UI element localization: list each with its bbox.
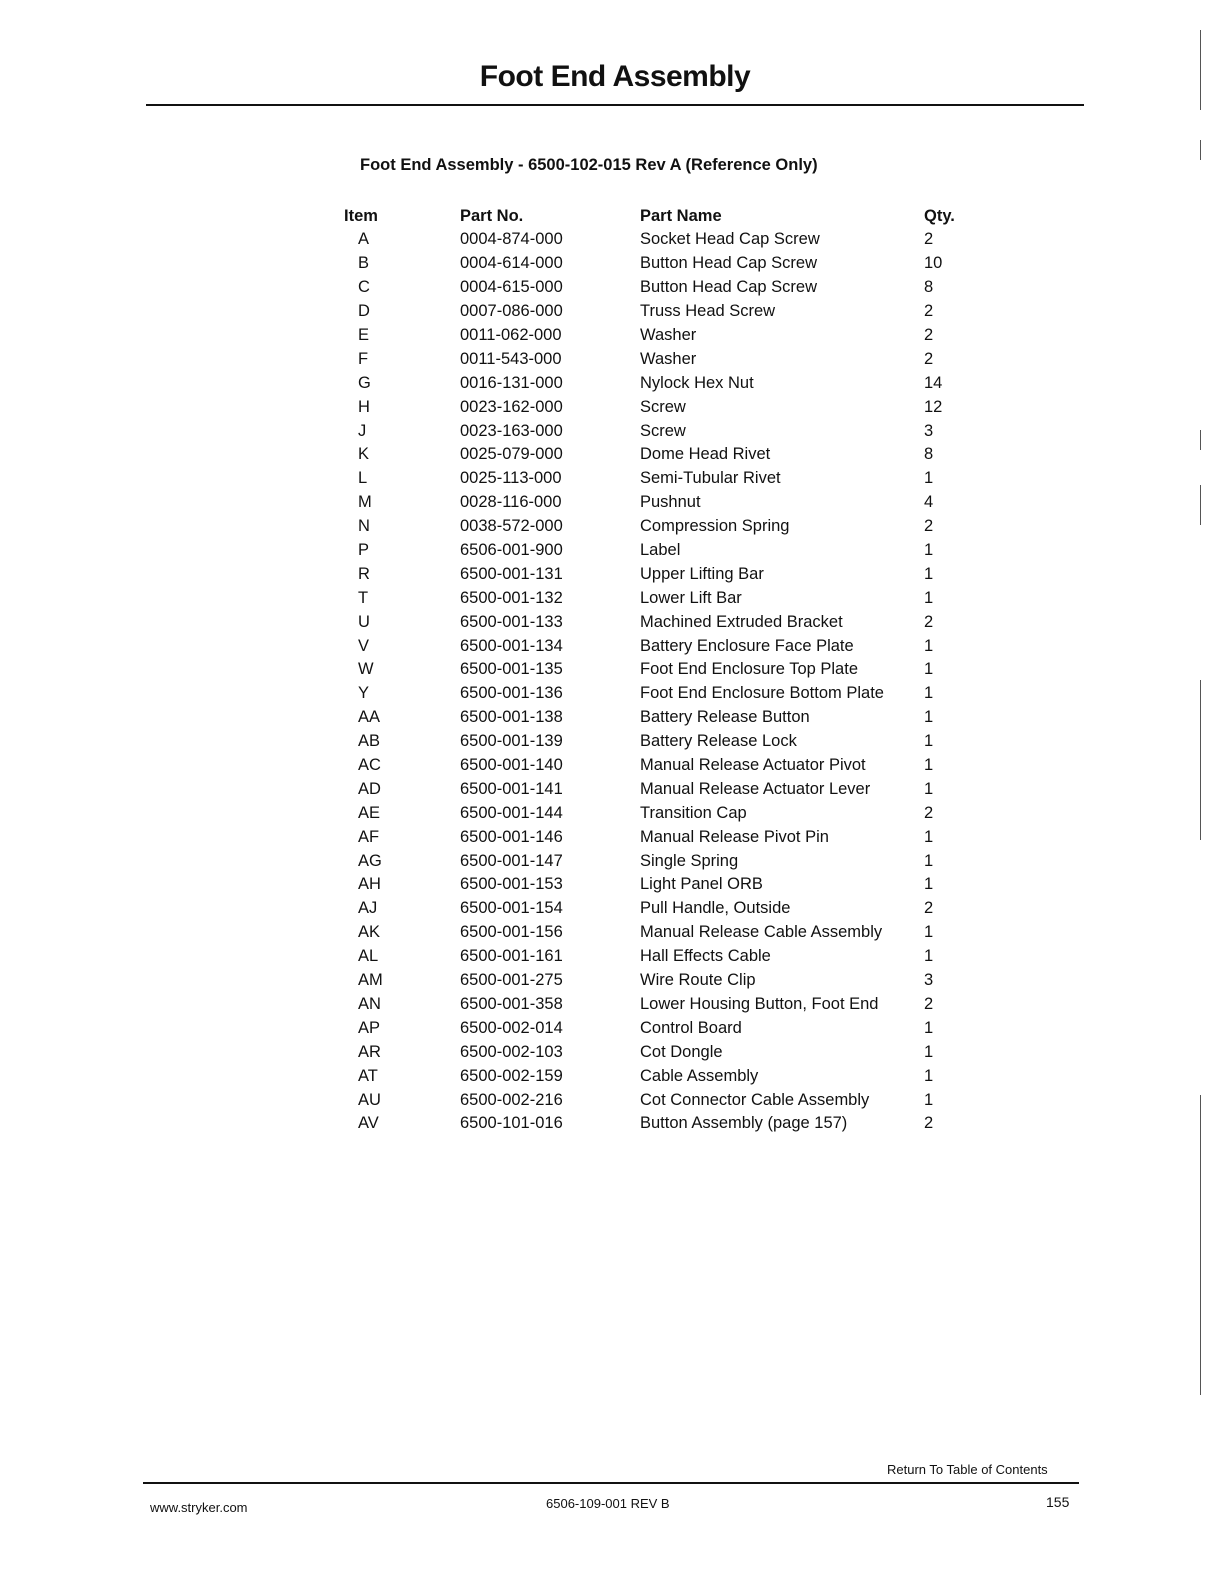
cell-qty: 1 <box>924 1042 934 1061</box>
cell-item: C <box>358 278 370 297</box>
cell-qty: 4 <box>924 493 934 512</box>
cell-part-name: Screw <box>640 397 686 416</box>
assembly-subtitle: Foot End Assembly - 6500-102-015 Rev A (Reference Only) <box>360 156 818 174</box>
cell-qty: 2 <box>924 803 934 822</box>
table-row <box>340 730 964 754</box>
cell-qty: 10 <box>924 254 943 273</box>
cell-qty: 8 <box>924 278 934 297</box>
cell-qty: 2 <box>924 326 934 344</box>
table-row <box>340 993 964 1017</box>
cell-qty: 2 <box>924 302 934 321</box>
cell-part-no: 0004-615-000 <box>460 278 563 297</box>
cell-part-no: 0004-614-000 <box>460 254 563 273</box>
cell-item: AU <box>358 1090 381 1109</box>
table-row <box>340 849 964 873</box>
table-row <box>340 634 964 658</box>
table-row <box>340 1112 964 1136</box>
table-row <box>340 324 964 348</box>
table-row <box>340 395 964 419</box>
cell-qty: 1 <box>924 636 934 655</box>
cell-item: G <box>358 373 371 392</box>
cell-qty: 1 <box>924 469 934 488</box>
cell-qty: 1 <box>924 708 934 727</box>
cell-item: K <box>358 445 370 464</box>
cell-part-name: Lower Lift Bar <box>640 588 742 607</box>
cell-part-no: 6500-101-016 <box>460 1114 563 1133</box>
cell-part-name: Screw <box>640 421 686 440</box>
table-row <box>340 1016 964 1040</box>
cell-qty: 8 <box>924 445 934 464</box>
cell-item: AH <box>358 875 381 894</box>
cell-item: AK <box>358 923 381 942</box>
cell-part-no: 6500-001-147 <box>460 851 563 870</box>
cell-item: AA <box>358 708 381 727</box>
cell-item: AR <box>358 1042 381 1061</box>
page-number: 155 <box>1046 1494 1070 1510</box>
cell-item: Y <box>358 684 370 703</box>
cell-qty: 1 <box>924 1090 934 1109</box>
footer-document-number: 6506-109-001 REV B <box>546 1496 670 1511</box>
table-row <box>340 586 964 610</box>
table-row <box>340 562 964 586</box>
header-qty: Qty. <box>924 206 955 225</box>
cell-part-no: 6500-001-134 <box>460 636 563 655</box>
cell-part-no: 0025-079-000 <box>460 445 563 464</box>
parts-table <box>340 204 964 1136</box>
cell-part-no: 6500-002-216 <box>460 1090 563 1109</box>
cell-part-no: 6500-001-358 <box>460 994 563 1013</box>
cell-qty: 1 <box>924 684 934 703</box>
cell-part-no: 0011-543-000 <box>460 349 562 368</box>
cell-part-no: 6506-001-900 <box>460 541 563 560</box>
cell-item: AC <box>358 756 381 775</box>
cell-qty: 1 <box>924 827 934 846</box>
cell-qty: 2 <box>924 899 934 918</box>
cell-item: AT <box>358 1066 378 1085</box>
cell-part-no: 6500-001-138 <box>460 708 563 727</box>
cell-qty: 1 <box>924 923 934 942</box>
cell-part-name: Button Head Cap Screw <box>640 254 818 273</box>
cell-part-name: Lower Housing Button, Foot End <box>640 994 879 1013</box>
cell-part-name: Manual Release Actuator Lever <box>640 779 871 798</box>
cell-qty: 2 <box>924 994 934 1013</box>
cell-item: AG <box>358 851 382 870</box>
table-row <box>340 347 964 371</box>
cell-part-no: 6500-001-136 <box>460 684 563 703</box>
table-row <box>340 300 964 324</box>
footer-website: www.stryker.com <box>150 1500 248 1515</box>
cell-part-name: Button Assembly (page 157) <box>640 1114 848 1133</box>
cell-item: AM <box>358 971 383 990</box>
cell-item: E <box>358 326 370 344</box>
cell-part-no: 6500-001-153 <box>460 875 563 894</box>
cell-part-name: Upper Lifting Bar <box>640 564 764 583</box>
cell-part-name: Machined Extruded Bracket <box>640 612 843 631</box>
cell-item: A <box>358 230 370 249</box>
cell-part-name: Hall Effects Cable <box>640 947 771 966</box>
cell-part-name: Manual Release Pivot Pin <box>640 827 829 846</box>
cell-part-no: 6500-001-140 <box>460 756 563 775</box>
table-row <box>340 825 964 849</box>
table-row <box>340 252 964 276</box>
cell-item: AL <box>358 947 379 966</box>
table-row <box>340 777 964 801</box>
cell-part-name: Foot End Enclosure Bottom Plate <box>640 684 884 703</box>
cell-item: W <box>358 660 374 679</box>
cell-part-name: Semi-Tubular Rivet <box>640 469 781 488</box>
parts-table-body <box>340 228 964 1136</box>
table-row <box>340 1088 964 1112</box>
header-part-no: Part No. <box>460 206 524 225</box>
table-row <box>340 921 964 945</box>
cell-item: J <box>358 421 367 440</box>
cell-qty: 3 <box>924 421 934 440</box>
cell-item: R <box>358 564 370 583</box>
cell-qty: 2 <box>924 1114 934 1133</box>
cell-part-name: Single Spring <box>640 851 739 870</box>
table-row <box>340 801 964 825</box>
table-row <box>340 419 964 443</box>
header-divider <box>146 104 1084 106</box>
cell-item: L <box>358 469 368 488</box>
cell-item: N <box>358 517 370 536</box>
cell-item: D <box>358 302 370 321</box>
cell-item: AV <box>358 1114 379 1133</box>
table-row <box>340 658 964 682</box>
cell-part-no: 6500-002-103 <box>460 1042 563 1061</box>
cell-item: B <box>358 254 370 273</box>
table-row <box>340 682 964 706</box>
cell-item: AE <box>358 803 381 822</box>
cell-qty: 1 <box>924 875 934 894</box>
table-row <box>340 754 964 778</box>
table-row <box>340 467 964 491</box>
cell-part-no: 6500-001-144 <box>460 803 563 822</box>
cell-qty: 1 <box>924 756 934 775</box>
cell-part-name: Socket Head Cap Screw <box>640 230 820 249</box>
cell-part-no: 6500-002-159 <box>460 1066 563 1085</box>
table-row <box>340 228 964 252</box>
cell-part-name: Truss Head Screw <box>640 302 776 321</box>
cell-qty: 2 <box>924 230 934 249</box>
table-row <box>340 945 964 969</box>
cell-part-name: Washer <box>640 349 697 368</box>
table-row <box>340 706 964 730</box>
header-part-name: Part Name <box>640 206 722 225</box>
cell-part-name: Dome Head Rivet <box>640 445 771 464</box>
cell-qty: 2 <box>924 612 934 631</box>
cell-part-name: Cot Dongle <box>640 1042 723 1061</box>
cell-part-name: Light Panel ORB <box>640 875 763 894</box>
cell-part-no: 0016-131-000 <box>460 373 563 392</box>
cell-part-name: Label <box>640 541 681 560</box>
cell-qty: 14 <box>924 373 943 392</box>
cell-qty: 1 <box>924 660 934 679</box>
cell-item: M <box>358 493 372 512</box>
cell-item: U <box>358 612 370 631</box>
cell-part-name: Button Head Cap Screw <box>640 278 818 297</box>
table-header-row <box>340 204 964 228</box>
cell-part-no: 6500-001-154 <box>460 899 563 918</box>
cell-qty: 1 <box>924 1066 934 1085</box>
cell-part-no: 6500-001-139 <box>460 732 563 751</box>
cell-part-name: Wire Route Clip <box>640 971 756 990</box>
cell-part-no: 6500-001-156 <box>460 923 563 942</box>
cell-part-name: Control Board <box>640 1018 742 1037</box>
cell-item: AB <box>358 732 381 751</box>
cell-part-no: 0011-062-000 <box>460 326 562 344</box>
table-row <box>340 491 964 515</box>
table-row <box>340 371 964 395</box>
cell-item: AP <box>358 1018 381 1037</box>
cell-part-name: Compression Spring <box>640 517 790 536</box>
cell-part-name: Battery Release Lock <box>640 732 797 751</box>
cell-part-no: 6500-001-161 <box>460 947 563 966</box>
cell-qty: 12 <box>924 397 943 416</box>
table-row <box>340 610 964 634</box>
cell-part-no: 0007-086-000 <box>460 302 563 321</box>
cell-qty: 1 <box>924 732 934 751</box>
table-row <box>340 539 964 563</box>
cell-part-no: 6500-001-135 <box>460 660 563 679</box>
cell-qty: 1 <box>924 564 934 583</box>
cell-part-name: Battery Release Button <box>640 708 810 727</box>
cell-part-name: Battery Enclosure Face Plate <box>640 636 854 655</box>
table-row <box>340 969 964 993</box>
cell-qty: 1 <box>924 947 934 966</box>
footer-divider <box>143 1482 1079 1484</box>
cell-qty: 1 <box>924 851 934 870</box>
cell-part-no: 0028-116-000 <box>460 493 562 512</box>
cell-part-no: 0023-162-000 <box>460 397 563 416</box>
cell-part-name: Pull Handle, Outside <box>640 899 791 918</box>
cell-part-name: Cable Assembly <box>640 1066 759 1085</box>
cell-item: AN <box>358 994 381 1013</box>
cell-qty: 1 <box>924 588 934 607</box>
cell-item: T <box>358 588 369 607</box>
cell-part-name: Pushnut <box>640 493 701 512</box>
cell-qty: 2 <box>924 349 934 368</box>
table-row <box>340 1064 964 1088</box>
page-title: Foot End Assembly <box>479 60 751 93</box>
cell-item: V <box>358 636 370 655</box>
cell-item: F <box>358 349 369 368</box>
cell-part-name: Nylock Hex Nut <box>640 373 754 392</box>
cell-part-no: 0023-163-000 <box>460 421 563 440</box>
table-row <box>340 897 964 921</box>
table-row <box>340 515 964 539</box>
scan-edge-marks <box>1200 0 1204 1584</box>
cell-part-no: 0004-874-000 <box>460 230 563 249</box>
cell-part-name: Foot End Enclosure Top Plate <box>640 660 858 679</box>
cell-part-name: Cot Connector Cable Assembly <box>640 1090 870 1109</box>
cell-item: AF <box>358 827 380 846</box>
cell-item: P <box>358 541 370 560</box>
table-row <box>340 873 964 897</box>
cell-item: AD <box>358 779 381 798</box>
table-row <box>340 1040 964 1064</box>
return-to-toc-link[interactable]: Return To Table of Contents <box>887 1462 1048 1477</box>
cell-part-name: Manual Release Cable Assembly <box>640 923 883 942</box>
cell-part-name: Transition Cap <box>640 803 747 822</box>
table-row <box>340 276 964 300</box>
cell-part-no: 6500-002-014 <box>460 1018 563 1037</box>
cell-part-no: 0038-572-000 <box>460 517 563 536</box>
cell-part-no: 6500-001-141 <box>460 779 563 798</box>
cell-qty: 1 <box>924 541 934 560</box>
cell-qty: 1 <box>924 779 934 798</box>
table-row <box>340 443 964 467</box>
cell-qty: 2 <box>924 517 934 536</box>
cell-item: AJ <box>358 899 378 918</box>
header-item: Item <box>344 206 378 225</box>
cell-qty: 1 <box>924 1018 934 1037</box>
cell-part-no: 6500-001-133 <box>460 612 563 631</box>
cell-part-no: 0025-113-000 <box>460 469 562 488</box>
cell-item: H <box>358 397 370 416</box>
cell-part-no: 6500-001-275 <box>460 971 563 990</box>
cell-part-no: 6500-001-131 <box>460 564 563 583</box>
cell-qty: 3 <box>924 971 934 990</box>
cell-part-no: 6500-001-132 <box>460 588 563 607</box>
cell-part-name: Manual Release Actuator Pivot <box>640 756 866 775</box>
cell-part-no: 6500-001-146 <box>460 827 563 846</box>
cell-part-name: Washer <box>640 326 697 344</box>
